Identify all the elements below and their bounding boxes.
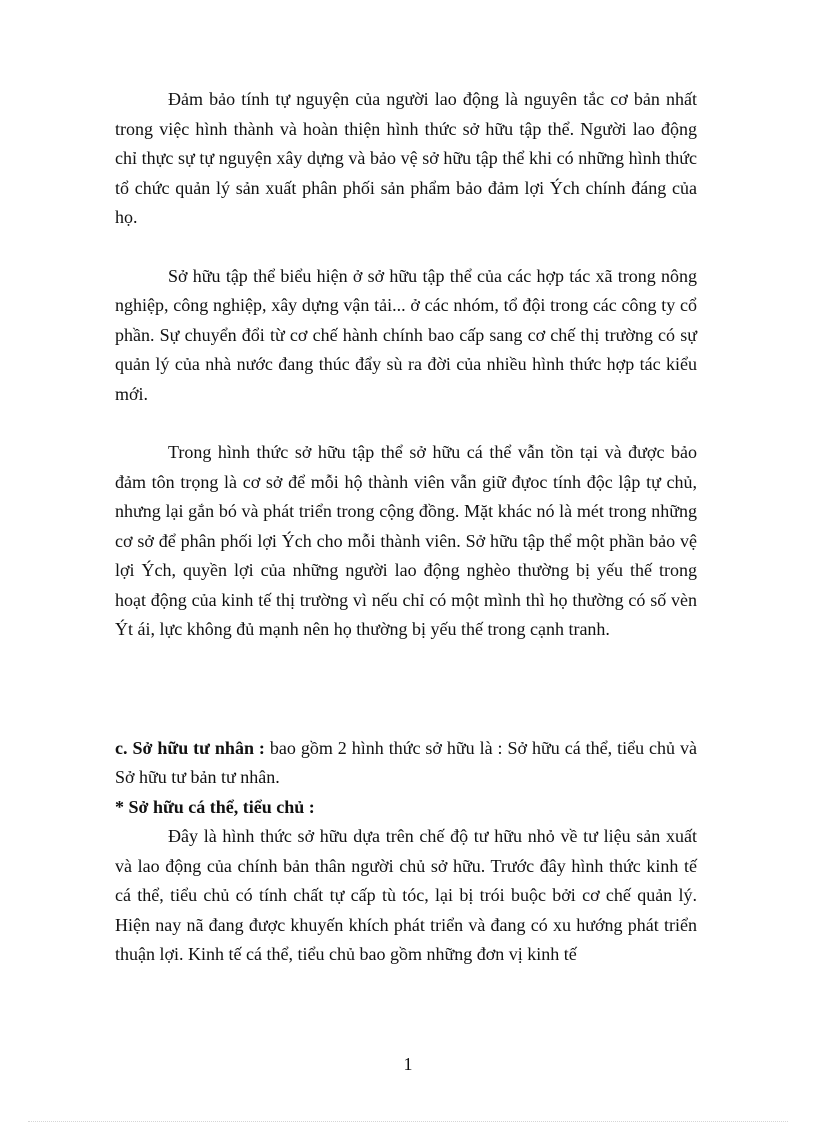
paragraph-individual-small-owner: Đây là hình thức sở hữu dựa trên chế độ tư hữu nhỏ về tư liệu sản xuất và lao động của chính bản thân người chủ sở hữu. Trước đây hình thức kinh tế cá thể, tiểu chủ có tính chất tự cấp tù tóc, lại bị trói buộc bởi cơ chế quản lý. Hiện nay nã đang được khuyến khích phát triển và đang có xu hướng phát triển thuận lợi. Kinh tế cá thể, tiểu chủ bao gồm những đơn vị kinh tế bbox=[115, 826, 697, 964]
paragraph-voluntary-principle: Đảm bảo tính tự nguyện của người lao động là nguyên tắc cơ bản nhất trong việc hình thành và hoàn thiện hình thức sở hữu tập thể. Người lao động chỉ thực sự tự nguyện xây dựng và bảo vệ sở hữu tập thể khi có những hình thức tổ chức quản lý sản xuất phân phối sản phẩm bảo đảm lợi Ých chính đáng của họ. bbox=[115, 89, 697, 227]
paragraph-collective-ownership: Sở hữu tập thể biểu hiện ở sở hữu tập thể của các hợp tác xã trong nông nghiệp, công nghiệp, xây dựng vận tải... ở các nhóm, tổ đội trong các công ty cổ phần. Sự chuyển đổi từ cơ chế hành chính bao cấp sang cơ chế thị trường có sự quản lý của nhà nước đang thúc đẩy sù ra đời của nhiều hình thức hợp tác kiểu mới. bbox=[115, 265, 697, 404]
paragraph-individual-within-collective: Trong hình thức sở hữu tập thể sở hữu cá thể vẫn tồn tại và được bảo đảm tôn trọng là cơ sở để mỗi hộ thành viên vẫn giữ đựoc tính độc lập tự chủ, nhưng lại gắn bó và phát triển trong cộng đồng. Mặt khác nó là mét trong những cơ sở để phân phối lợi Ých cho mỗi thành viên. Sở hữu tập thể một phần bảo vệ lợi Ých, quyền lợi của những người lao động nghèo thường bị yếu thế trong hoạt động của kinh tế thị trường vì nếu chỉ có một mình thì họ thường có số vèn Ýt ái, lực không đủ mạnh nên họ thường bị yếu thế trong cạnh tranh. bbox=[115, 442, 697, 639]
section-c-text: bao gồm 2 hình thức sở hữu là : Sở hữu cá thể, tiểu chủ và Sở hữu tư bản tư nhân. bbox=[115, 737, 697, 787]
section-c-private-ownership bbox=[115, 734, 697, 793]
section-c-heading: c. Sở hữu tư nhân : bbox=[115, 737, 265, 758]
page-number: 1 bbox=[403, 1054, 413, 1074]
document-body bbox=[115, 85, 697, 970]
subsection-heading: * Sở hữu cá thể, tiểu chủ : bbox=[115, 796, 315, 817]
page-bottom-divider bbox=[28, 1121, 788, 1122]
